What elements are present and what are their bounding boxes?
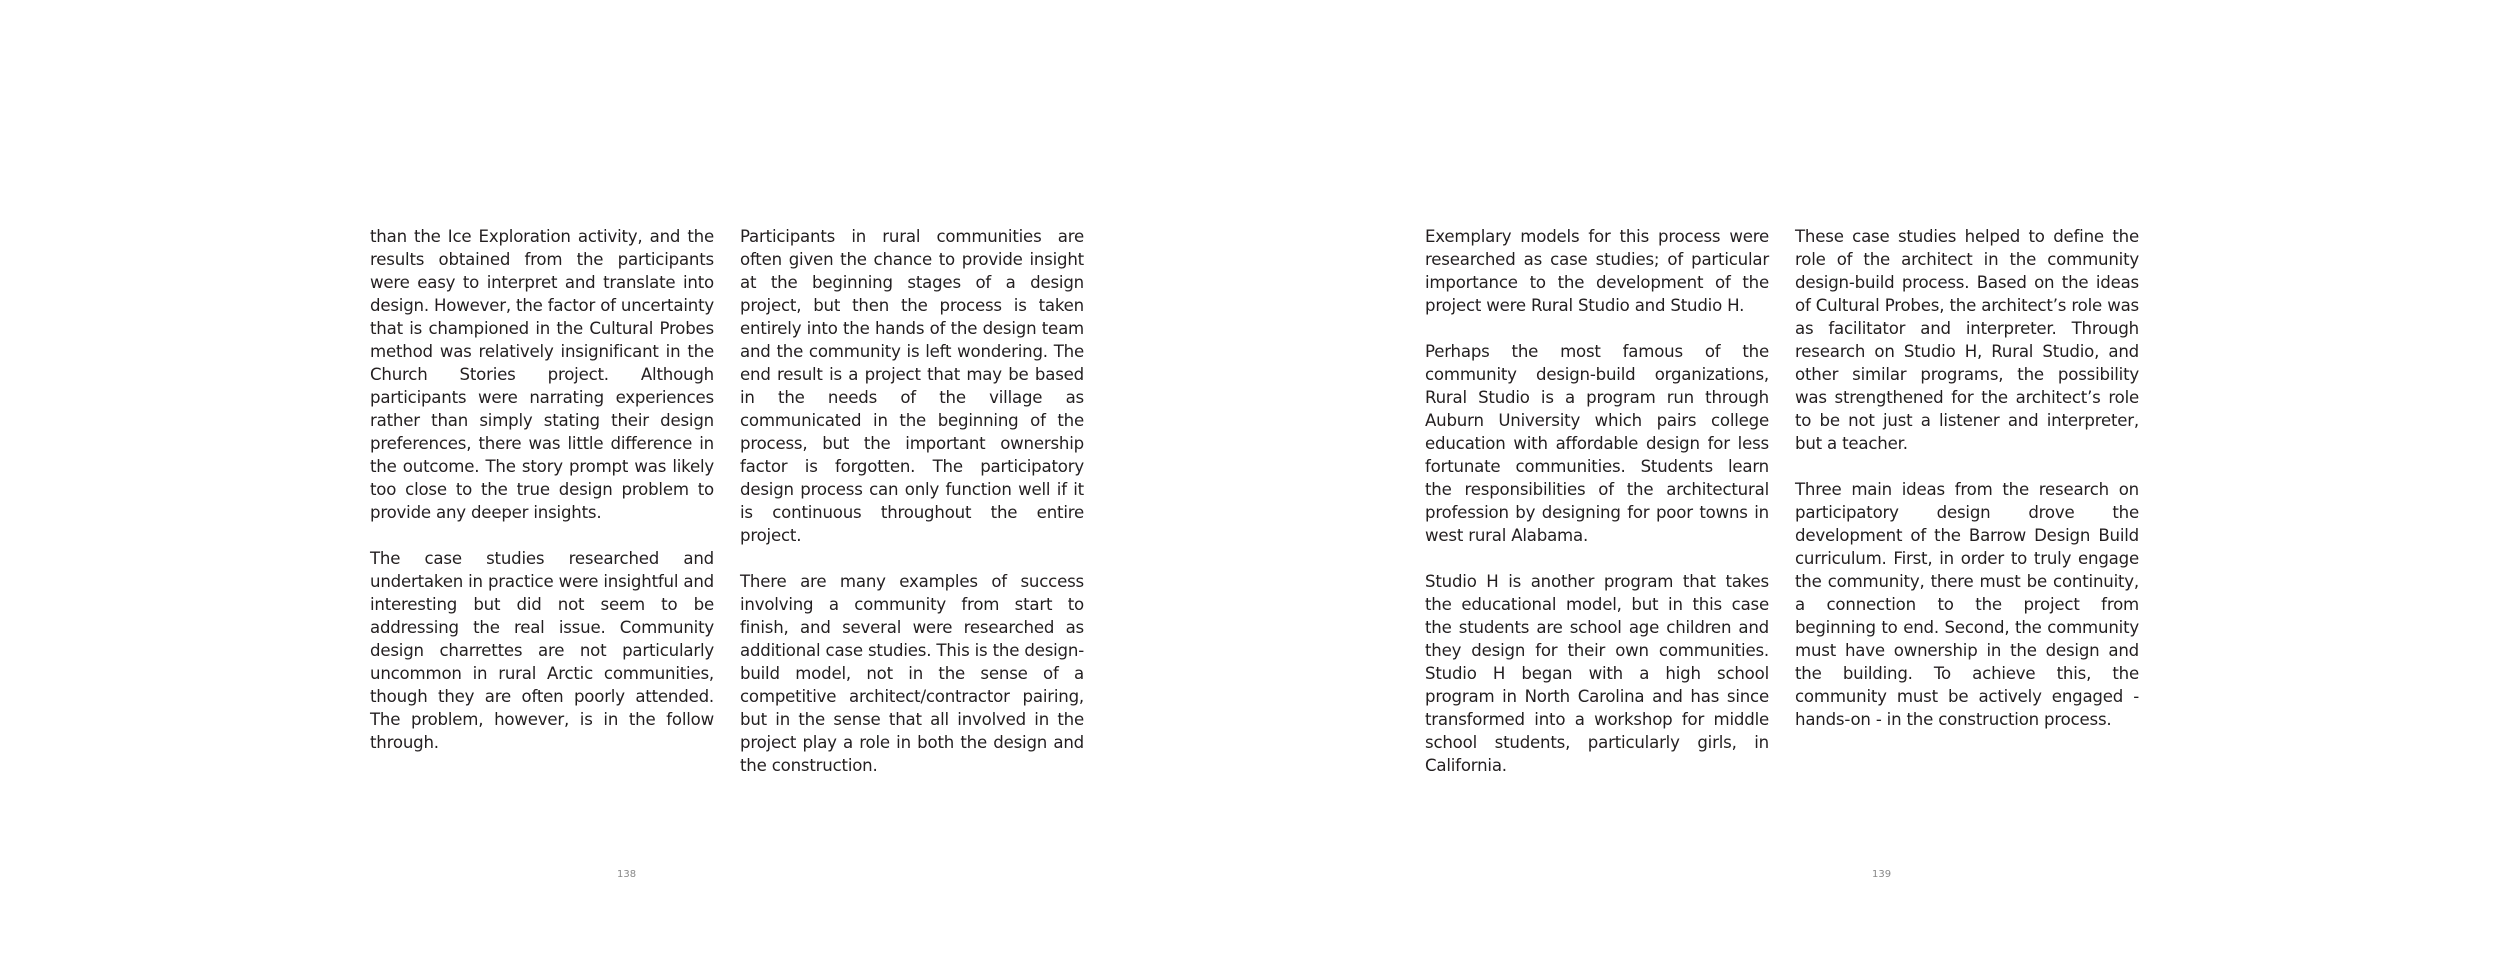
right-page-column-2 (1795, 225, 2139, 754)
paragraph: Three main ideas from the research on participatory design drove the development of the Barrow Design Build curriculum. First, in order to truly engage the community, there must be continuity, a connection to the project from beginning to end. Second, the community must have ownership in the design and the building. To achieve this, the community must be actively engaged - hands-on - in the construction process. (1795, 480, 2139, 729)
page-number: 138 (617, 869, 637, 880)
right-page (1250, 0, 2500, 966)
paragraph: Studio H is another program that takes the educational model, but in this case the students are school age children and they design for their own communities. Studio H began with a high school program in North Carolina and has since transformed into a workshop for middle school students, particularly girls, in California. (1425, 572, 1769, 775)
paragraph: There are many examples of success involving a community from start to finish, and several were researched as additional case studies. This is the design-build model, not in the sense of a competitive architect/contractor pairing, but in the sense that all involved in the project play a role in both the design and the construction. (740, 572, 1084, 775)
paragraph: Perhaps the most famous of the community design-build organizations, Rural Studio is a program run through Auburn University which pairs college education with affordable design for less fortunate communities. Students learn the responsibilities of the architectural profession by designing for poor towns in west rural Alabama. (1425, 342, 1769, 545)
left-page-column-1 (370, 225, 714, 777)
paragraph: Exemplary models for this process were researched as case studies; of particular importance to the development of the project were Rural Studio and Studio H. (1425, 227, 1769, 315)
paragraph: than the Ice Exploration activity, and the results obtained from the participants were easy to interpret and translate into design. However, the factor of uncertainty that is championed in the Cultural Probes method was relatively insignificant in the Church Stories project. Although participants were narrating experiences rather than simply stating their design preferences, there was little difference in the outcome. The story prompt was likely too close to the true design problem to provide any deeper insights. (370, 227, 714, 522)
paragraph: The case studies researched and undertaken in practice were insightful and interesting but did not seem to be addressing the real issue. Community design charrettes are not particularly uncommon in rural Arctic communities, though they are often poorly attended. The problem, however, is in the follow through. (370, 549, 714, 752)
paragraph: Participants in rural communities are often given the chance to provide insight at the beginning stages of a design project, but then the process is taken entirely into the hands of the design team and the community is left wondering. The end result is a project that may be based in the needs of the village as communicated in the beginning of the process, but the important ownership factor is forgotten. The participatory design process can only function well if it is continuous throughout the entire project. (740, 227, 1084, 545)
paragraph: These case studies helped to define the role of the architect in the community design-build process. Based on the ideas of Cultural Probes, the architect’s role was as facilitator and interpreter. Through research on Studio H, Rural Studio, and other similar programs, the possibility was strengthened for the architect’s role to be not just a listener and interpreter, but a teacher. (1795, 227, 2139, 453)
left-page-column-2 (740, 225, 1084, 800)
right-page-column-1 (1425, 225, 1769, 800)
page-number: 139 (1872, 869, 1892, 880)
